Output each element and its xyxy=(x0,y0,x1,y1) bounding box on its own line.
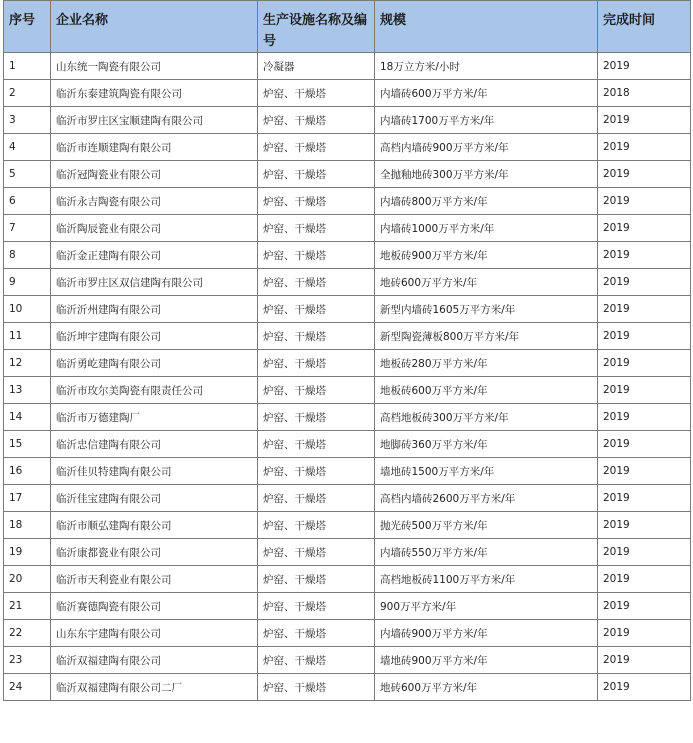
table-row xyxy=(4,350,691,377)
cell-company: 临沂佳宝建陶有限公司 xyxy=(51,485,258,512)
cell-facility: 炉窑、干燥塔 xyxy=(258,215,375,242)
table-row xyxy=(4,107,691,134)
cell-company: 临沂市罗庄区双信建陶有限公司 xyxy=(51,269,258,296)
cell-facility: 炉窑、干燥塔 xyxy=(258,188,375,215)
header-index: 序号 xyxy=(4,1,51,53)
cell-completion: 2019 xyxy=(598,323,691,350)
cell-index: 18 xyxy=(4,512,51,539)
cell-scale: 地板砖900万平方米/年 xyxy=(375,242,598,269)
cell-scale: 地砖600万平方米/年 xyxy=(375,674,598,701)
cell-completion: 2019 xyxy=(598,647,691,674)
table-row xyxy=(4,431,691,458)
cell-facility: 炉窑、干燥塔 xyxy=(258,485,375,512)
table-row xyxy=(4,188,691,215)
cell-completion: 2019 xyxy=(598,350,691,377)
cell-facility: 炉窑、干燥塔 xyxy=(258,269,375,296)
table-row xyxy=(4,404,691,431)
cell-completion: 2019 xyxy=(598,242,691,269)
cell-index: 24 xyxy=(4,674,51,701)
cell-completion: 2019 xyxy=(598,404,691,431)
cell-completion: 2019 xyxy=(598,485,691,512)
cell-company: 临沂双福建陶有限公司 xyxy=(51,647,258,674)
cell-facility: 炉窑、干燥塔 xyxy=(258,323,375,350)
cell-completion: 2019 xyxy=(598,458,691,485)
cell-scale: 高档地板砖1100万平方米/年 xyxy=(375,566,598,593)
cell-company: 临沂冠陶瓷业有限公司 xyxy=(51,161,258,188)
cell-completion: 2019 xyxy=(598,431,691,458)
cell-company: 临沂忠信建陶有限公司 xyxy=(51,431,258,458)
cell-company: 临沂佳贝特建陶有限公司 xyxy=(51,458,258,485)
cell-company: 临沂康都瓷业有限公司 xyxy=(51,539,258,566)
cell-completion: 2018 xyxy=(598,80,691,107)
cell-scale: 地砖600万平方米/年 xyxy=(375,269,598,296)
table-row xyxy=(4,242,691,269)
cell-company: 临沂市玫尔美陶瓷有限责任公司 xyxy=(51,377,258,404)
cell-company: 临沂金正建陶有限公司 xyxy=(51,242,258,269)
cell-completion: 2019 xyxy=(598,377,691,404)
table-row xyxy=(4,674,691,701)
table-row xyxy=(4,458,691,485)
cell-company: 临沂市万德建陶厂 xyxy=(51,404,258,431)
cell-scale: 内墙砖600万平方米/年 xyxy=(375,80,598,107)
cell-facility: 炉窑、干燥塔 xyxy=(258,539,375,566)
cell-scale: 内墙砖800万平方米/年 xyxy=(375,188,598,215)
cell-facility: 炉窑、干燥塔 xyxy=(258,431,375,458)
cell-company: 临沂赛德陶瓷有限公司 xyxy=(51,593,258,620)
cell-scale: 高档内墙砖2600万平方米/年 xyxy=(375,485,598,512)
cell-facility: 炉窑、干燥塔 xyxy=(258,620,375,647)
cell-facility: 炉窑、干燥塔 xyxy=(258,242,375,269)
table-body xyxy=(4,53,691,701)
cell-completion: 2019 xyxy=(598,566,691,593)
table-row xyxy=(4,566,691,593)
cell-company: 临沂陶辰瓷业有限公司 xyxy=(51,215,258,242)
cell-index: 4 xyxy=(4,134,51,161)
cell-facility: 炉窑、干燥塔 xyxy=(258,107,375,134)
cell-facility: 炉窑、干燥塔 xyxy=(258,566,375,593)
cell-scale: 墙地砖900万平方米/年 xyxy=(375,647,598,674)
cell-completion: 2019 xyxy=(598,215,691,242)
cell-index: 8 xyxy=(4,242,51,269)
cell-facility: 炉窑、干燥塔 xyxy=(258,377,375,404)
cell-completion: 2019 xyxy=(598,674,691,701)
cell-completion: 2019 xyxy=(598,296,691,323)
cell-scale: 全抛釉地砖300万平方米/年 xyxy=(375,161,598,188)
header-scale: 规模 xyxy=(375,1,598,53)
cell-facility: 炉窑、干燥塔 xyxy=(258,674,375,701)
cell-index: 2 xyxy=(4,80,51,107)
cell-index: 17 xyxy=(4,485,51,512)
cell-company: 临沂沂州建陶有限公司 xyxy=(51,296,258,323)
cell-scale: 内墙砖1000万平方米/年 xyxy=(375,215,598,242)
table-row xyxy=(4,269,691,296)
cell-index: 5 xyxy=(4,161,51,188)
table-row xyxy=(4,377,691,404)
table-row xyxy=(4,539,691,566)
header-facility: 生产设施名称及编号 xyxy=(258,1,375,53)
cell-scale: 地板砖280万平方米/年 xyxy=(375,350,598,377)
table-row xyxy=(4,161,691,188)
cell-completion: 2019 xyxy=(598,53,691,80)
cell-index: 16 xyxy=(4,458,51,485)
cell-scale: 内墙砖550万平方米/年 xyxy=(375,539,598,566)
cell-company: 临沂勇屹建陶有限公司 xyxy=(51,350,258,377)
table-row xyxy=(4,485,691,512)
table-row xyxy=(4,593,691,620)
cell-facility: 炉窑、干燥塔 xyxy=(258,350,375,377)
cell-completion: 2019 xyxy=(598,593,691,620)
cell-scale: 地脚砖360万平方米/年 xyxy=(375,431,598,458)
header-company: 企业名称 xyxy=(51,1,258,53)
cell-company: 临沂市连顺建陶有限公司 xyxy=(51,134,258,161)
cell-index: 15 xyxy=(4,431,51,458)
cell-index: 14 xyxy=(4,404,51,431)
table-row xyxy=(4,80,691,107)
cell-scale: 内墙砖900万平方米/年 xyxy=(375,620,598,647)
cell-scale: 900万平方米/年 xyxy=(375,593,598,620)
table-row xyxy=(4,296,691,323)
header-completion: 完成时间 xyxy=(598,1,691,53)
cell-scale: 地板砖600万平方米/年 xyxy=(375,377,598,404)
cell-facility: 炉窑、干燥塔 xyxy=(258,161,375,188)
cell-index: 9 xyxy=(4,269,51,296)
cell-company: 临沂双福建陶有限公司二厂 xyxy=(51,674,258,701)
cell-facility: 冷凝器 xyxy=(258,53,375,80)
cell-index: 22 xyxy=(4,620,51,647)
cell-company: 临沂市天利瓷业有限公司 xyxy=(51,566,258,593)
cell-index: 10 xyxy=(4,296,51,323)
cell-completion: 2019 xyxy=(598,188,691,215)
cell-facility: 炉窑、干燥塔 xyxy=(258,647,375,674)
cell-company: 临沂东泰建筑陶瓷有限公司 xyxy=(51,80,258,107)
table-row xyxy=(4,53,691,80)
cell-index: 20 xyxy=(4,566,51,593)
cell-facility: 炉窑、干燥塔 xyxy=(258,404,375,431)
cell-company: 山东统一陶瓷有限公司 xyxy=(51,53,258,80)
table-row xyxy=(4,323,691,350)
cell-index: 3 xyxy=(4,107,51,134)
cell-scale: 18万立方米/小时 xyxy=(375,53,598,80)
cell-scale: 高档地板砖300万平方米/年 xyxy=(375,404,598,431)
cell-facility: 炉窑、干燥塔 xyxy=(258,512,375,539)
cell-index: 13 xyxy=(4,377,51,404)
cell-scale: 墙地砖1500万平方米/年 xyxy=(375,458,598,485)
cell-scale: 新型内墙砖1605万平方米/年 xyxy=(375,296,598,323)
cell-index: 11 xyxy=(4,323,51,350)
cell-index: 6 xyxy=(4,188,51,215)
cell-facility: 炉窑、干燥塔 xyxy=(258,134,375,161)
cell-completion: 2019 xyxy=(598,107,691,134)
cell-index: 21 xyxy=(4,593,51,620)
cell-scale: 内墙砖1700万平方米/年 xyxy=(375,107,598,134)
cell-company: 临沂市罗庄区宝顺建陶有限公司 xyxy=(51,107,258,134)
cell-company: 临沂市顺弘建陶有限公司 xyxy=(51,512,258,539)
cell-completion: 2019 xyxy=(598,539,691,566)
table-row xyxy=(4,134,691,161)
cell-index: 19 xyxy=(4,539,51,566)
cell-scale: 高档内墙砖900万平方米/年 xyxy=(375,134,598,161)
cell-index: 7 xyxy=(4,215,51,242)
cell-scale: 新型陶瓷薄板800万平方米/年 xyxy=(375,323,598,350)
cell-completion: 2019 xyxy=(598,134,691,161)
cell-index: 1 xyxy=(4,53,51,80)
cell-facility: 炉窑、干燥塔 xyxy=(258,593,375,620)
cell-company: 山东东宇建陶有限公司 xyxy=(51,620,258,647)
cell-scale: 抛光砖500万平方米/年 xyxy=(375,512,598,539)
table-row xyxy=(4,647,691,674)
cell-completion: 2019 xyxy=(598,161,691,188)
cell-completion: 2019 xyxy=(598,269,691,296)
cell-index: 23 xyxy=(4,647,51,674)
cell-facility: 炉窑、干燥塔 xyxy=(258,80,375,107)
table-row xyxy=(4,512,691,539)
cell-company: 临沂永吉陶瓷有限公司 xyxy=(51,188,258,215)
enterprise-table xyxy=(3,0,691,701)
header-row xyxy=(4,1,691,53)
cell-facility: 炉窑、干燥塔 xyxy=(258,458,375,485)
table-row xyxy=(4,620,691,647)
table-row xyxy=(4,215,691,242)
cell-facility: 炉窑、干燥塔 xyxy=(258,296,375,323)
cell-company: 临沂坤宇建陶有限公司 xyxy=(51,323,258,350)
cell-completion: 2019 xyxy=(598,620,691,647)
cell-index: 12 xyxy=(4,350,51,377)
cell-completion: 2019 xyxy=(598,512,691,539)
